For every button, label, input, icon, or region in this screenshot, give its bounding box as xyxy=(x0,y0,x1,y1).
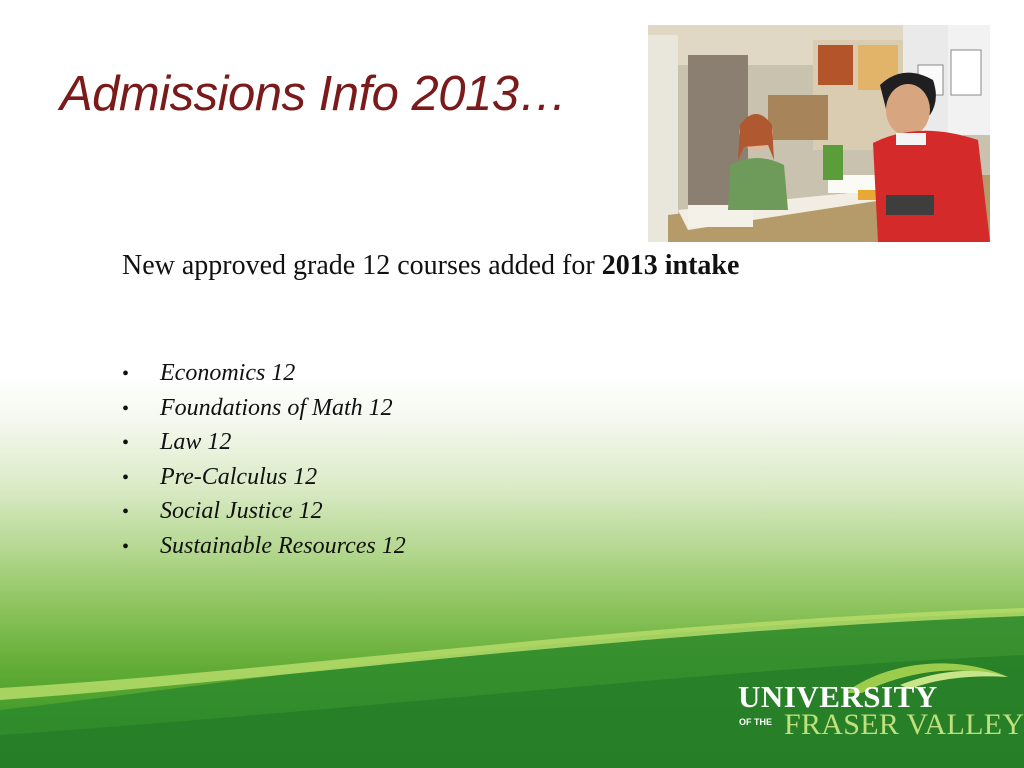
bullet-icon: • xyxy=(122,363,130,385)
list-item xyxy=(122,360,406,395)
slide-title: Admissions Info 2013… xyxy=(60,67,567,121)
intro-text: New approved grade 12 courses added for xyxy=(122,250,602,281)
admissions-photo xyxy=(648,25,990,242)
intro-paragraph xyxy=(122,250,882,282)
course-list xyxy=(122,360,406,567)
bullet-icon: • xyxy=(122,466,130,489)
course-name: Pre-Calculus 12 xyxy=(160,463,318,490)
logo-of-the-text: OF THE xyxy=(739,717,772,727)
logo-university-text: UNIVERSITY xyxy=(738,679,938,714)
course-name: Sustainable Resources 12 xyxy=(160,532,406,559)
bullet-icon: • xyxy=(122,535,130,558)
list-item xyxy=(122,395,406,430)
bullet-icon: • xyxy=(122,397,130,420)
university-logo xyxy=(730,655,1024,755)
intro-bold-text: 2013 intake xyxy=(601,250,740,281)
logo-fraser-valley-text: FRASER VALLEY xyxy=(784,708,1024,741)
bullet-icon: • xyxy=(122,501,130,523)
list-item xyxy=(122,464,406,499)
course-name: Economics 12 xyxy=(160,360,296,386)
course-name: Law 12 xyxy=(160,429,232,455)
bullet-icon: • xyxy=(122,432,130,454)
course-name: Social Justice 12 xyxy=(160,498,323,524)
list-item xyxy=(122,498,406,533)
course-name: Foundations of Math 12 xyxy=(160,394,393,421)
list-item xyxy=(122,429,406,464)
